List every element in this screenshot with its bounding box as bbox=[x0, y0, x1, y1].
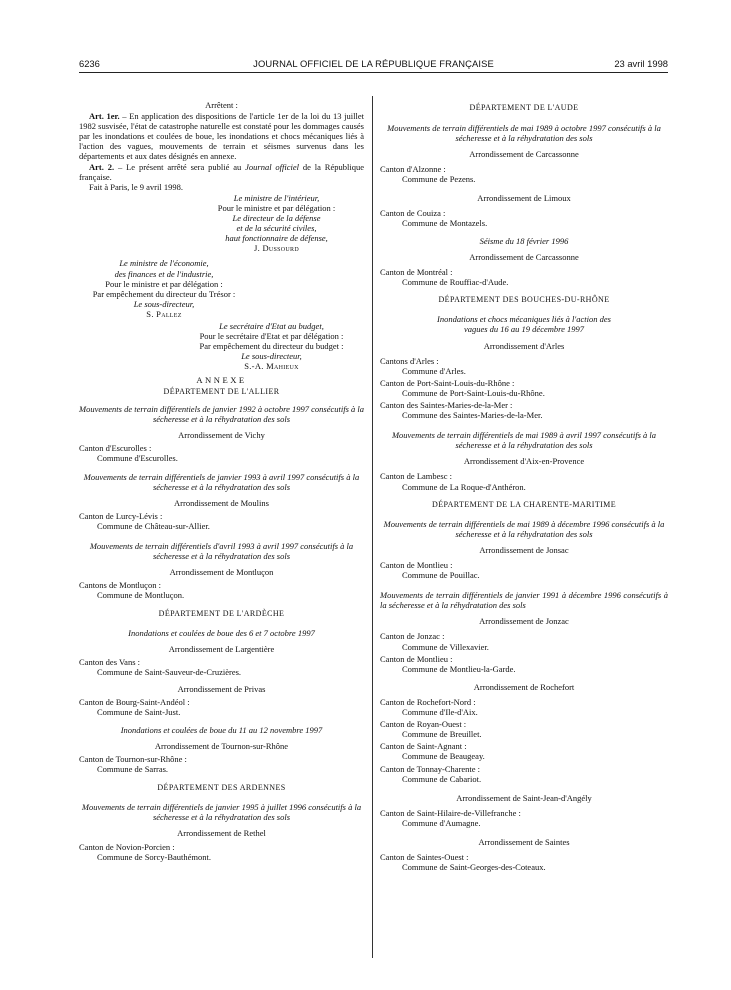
left-column bbox=[79, 100, 364, 862]
signatory-name: S. Pallez bbox=[146, 308, 182, 319]
commune-line: Commune de Rouffiac-d'Aude. bbox=[402, 277, 509, 288]
canton-line: Canton de Lurcy-Lévis : bbox=[79, 511, 163, 522]
arrondissement-heading: Arrondissement d'Aix-en-Provence bbox=[463, 456, 585, 467]
signature-line: Le secrétaire d'Etat au budget, bbox=[219, 320, 324, 331]
article-2-text-b: de la République française. bbox=[79, 161, 364, 182]
event-description: Mouvements de terrain différentiels d'avril 1993 à avril 1997 consécutifs à la sécheresse et à la réhydratation des sols bbox=[89, 540, 354, 561]
journal-title: JOURNAL OFFICIEL DE LA RÉPUBLIQUE FRANÇAISE bbox=[253, 58, 494, 69]
arretent-heading: Arrêtent : bbox=[205, 100, 238, 110]
signature-line: haut fonctionnaire de défense, bbox=[225, 233, 328, 244]
department-heading: DÉPARTEMENT DE L'ARDÈCHE bbox=[158, 609, 285, 619]
article-1-text: – En application des dispositions de l'article 1er de la loi du 13 juillet 1982 susvisée, l'état de catastrophe naturelle est constaté pour les dommages causés par les inondations et coulées de boue, les inondations et chocs mécaniques liés à l'action des vagues, mouvements de terrain et séismes survenus dans les départements et aux dates désignés en annexe. bbox=[79, 111, 364, 162]
arrondissement-heading: Arrondissement de Carcassonne bbox=[469, 149, 579, 160]
signature-line: et de la sécurité civiles, bbox=[236, 223, 317, 234]
commune-line: Commune de Montazels. bbox=[402, 217, 488, 228]
commune-line: Commune de La Roque-d'Anthéron. bbox=[402, 481, 526, 492]
commune-line: Commune de Saint-Georges-des-Coteaux. bbox=[402, 862, 546, 873]
canton-line: Cantons de Montluçon : bbox=[79, 579, 161, 590]
commune-line: Commune de Saint-Sauveur-de-Cruzières. bbox=[97, 667, 242, 678]
canton-line: Canton des Vans : bbox=[79, 657, 140, 668]
canton-line: Canton des Saintes-Maries-de-la-Mer : bbox=[380, 399, 513, 410]
arrondissement-heading: Arrondissement de Jonzac bbox=[479, 616, 569, 627]
arrondissement-heading: Arrondissement de Moulins bbox=[174, 498, 269, 509]
signature-interieur bbox=[79, 193, 364, 254]
department-heading: DÉPARTEMENT DES ARDENNES bbox=[157, 783, 286, 793]
event-description: Mouvements de terrain différentiels de mai 1989 à octobre 1997 consécutifs à la sécheresse et à la réhydratation des sols bbox=[387, 123, 661, 144]
annexe-title: ANNEXE bbox=[196, 375, 247, 386]
department-heading: DÉPARTEMENT DES BOUCHES-DU-RHÔNE bbox=[438, 295, 610, 305]
canton-line: Canton d'Escurolles : bbox=[79, 442, 152, 453]
issue-date: 23 avril 1998 bbox=[614, 58, 668, 69]
department-heading: DÉPARTEMENT DE L'AUDE bbox=[469, 103, 579, 112]
canton-line: Canton de Jonzac : bbox=[380, 631, 445, 642]
signature-line: Le ministre de l'économie, bbox=[119, 258, 209, 269]
commune-line: Commune d'Escurolles. bbox=[97, 453, 178, 463]
right-column bbox=[380, 100, 668, 872]
canton-line: Canton de Saint-Agnant : bbox=[380, 741, 467, 752]
event-description: Mouvements de terrain différentiels de mai 1989 à décembre 1996 consécutifs à la sécheresse et à la réhydratation des sols bbox=[383, 518, 665, 539]
commune-line: Commune des Saintes-Maries-de-la-Mer. bbox=[402, 410, 543, 421]
arrondissement-heading: Arrondissement de Largentière bbox=[168, 644, 275, 655]
canton-line: Canton de Royan-Ouest : bbox=[380, 719, 467, 730]
signature-line: Pour le ministre et par délégation : bbox=[105, 278, 223, 289]
commune-line: Commune de Port-Saint-Louis-du-Rhône. bbox=[402, 387, 545, 398]
commune-line: Commune d'Aumagne. bbox=[402, 817, 481, 828]
event-description: Mouvements de terrain différentiels de janvier 1991 à décembre 1996 consécutifs à la sécheresse et à la réhydratation des sols bbox=[380, 590, 668, 611]
event-description: Inondations et coulées de boue des 6 et 7 octobre 1997 bbox=[128, 628, 315, 639]
signature-budget bbox=[79, 321, 364, 371]
commune-line: Commune de Cabariot. bbox=[402, 773, 482, 784]
canton-line: Cantons d'Arles : bbox=[380, 355, 439, 366]
canton-line: Canton de Lambesc : bbox=[380, 471, 452, 482]
arrondissement-heading: Arrondissement de Saintes bbox=[478, 836, 570, 847]
canton-line: Canton de Montréal : bbox=[380, 267, 453, 278]
arrondissement-heading: Arrondissement de Carcassonne bbox=[469, 251, 579, 262]
signatory-name: S.-A. Mahieux bbox=[244, 361, 299, 372]
commune-line: Commune de Villexavier. bbox=[402, 641, 489, 652]
commune-line: Commune de Montlieu-la-Garde. bbox=[402, 663, 516, 674]
commune-line: Commune de Pouillac. bbox=[402, 570, 480, 581]
canton-line: Canton de Rochefort-Nord : bbox=[380, 696, 476, 707]
commune-line: Commune de Pezens. bbox=[402, 174, 476, 185]
canton-line: Canton de Tonnay-Charente : bbox=[380, 763, 481, 774]
arrondissement-heading: Arrondissement de Rethel bbox=[177, 828, 266, 839]
signature-line: Par empêchement du directeur du Trésor : bbox=[92, 288, 236, 299]
arrondissement-heading: Arrondissement de Tournon-sur-Rhône bbox=[154, 740, 289, 751]
canton-line: Canton de Saint-Hilaire-de-Villefranche : bbox=[380, 807, 521, 818]
commune-line: Commune de Sorcy-Bauthémont. bbox=[97, 851, 212, 862]
signature-line: Pour le ministre et par délégation : bbox=[217, 202, 336, 213]
commune-line: Commune d'Arles. bbox=[402, 365, 466, 376]
canton-line: Canton de Montlieu : bbox=[380, 560, 453, 570]
article-1 bbox=[79, 111, 364, 161]
header-rule bbox=[79, 72, 668, 73]
canton-line: Canton d'Alzonne : bbox=[380, 164, 446, 175]
arrondissement-heading: Arrondissement de Privas bbox=[177, 683, 266, 694]
event-description: Inondations et coulées de boue du 11 au 12 novembre 1997 bbox=[120, 724, 323, 735]
article-2-journal: Journal officiel bbox=[245, 161, 300, 172]
commune-line: Commune de Breuillet. bbox=[402, 729, 482, 740]
commune-line: Commune d'Ile-d'Aix. bbox=[402, 707, 478, 718]
arrondissement-heading: Arrondissement de Rochefort bbox=[473, 681, 575, 692]
canton-line: Canton de Couiza : bbox=[380, 207, 446, 218]
article-2 bbox=[79, 162, 364, 182]
column-divider bbox=[372, 96, 373, 958]
arrondissement-heading: Arrondissement de Vichy bbox=[178, 429, 265, 440]
arrondissement-heading: Arrondissement de Jonsac bbox=[479, 544, 569, 555]
signature-line: Le sous-directeur, bbox=[241, 351, 302, 362]
signature-line: Le ministre de l'intérieur, bbox=[233, 192, 320, 203]
department-heading: DÉPARTEMENT DE LA CHARENTE-MARITIME bbox=[432, 499, 616, 509]
arrondissement-heading: Arrondissement de Limoux bbox=[477, 192, 571, 203]
article-2-label: Art. 2. bbox=[89, 161, 115, 172]
arrondissement-heading: Arrondissement d'Arles bbox=[483, 340, 565, 351]
signature-line: des finances et de l'industrie, bbox=[114, 268, 214, 279]
signature-economie bbox=[79, 258, 249, 319]
article-2-text-a: – Le présent arrêté sera publié au bbox=[114, 161, 246, 172]
event-description: Mouvements de terrain différentiels de janvier 1993 à avril 1997 consécutifs à la sécheresse et à la réhydratation des sols bbox=[83, 472, 360, 493]
event-description: Mouvements de terrain différentiels de janvier 1995 à juillet 1996 consécutifs à la sécheresse et à la réhydratation des sols bbox=[81, 802, 362, 823]
article-1-label: Art. 1er. bbox=[89, 111, 120, 122]
signatory-name: J. Dussourd bbox=[253, 243, 299, 254]
signature-line: Pour le secrétaire d'Etat et par délégation : bbox=[199, 331, 344, 342]
arrondissement-heading: Arrondissement de Montluçon bbox=[169, 566, 274, 577]
commune-line: Commune de Beaugeay. bbox=[402, 751, 485, 762]
commune-line: Commune de Montluçon. bbox=[97, 589, 185, 600]
signature-line: Par empêchement du directeur du budget : bbox=[199, 341, 344, 352]
fait-a-paris: Fait à Paris, le 9 avril 1998. bbox=[89, 181, 183, 192]
page-number: 6236 bbox=[79, 58, 100, 69]
event-description: Mouvements de terrain différentiels de janvier 1992 à octobre 1997 consécutifs à la sécheresse et à la réhydratation des sols bbox=[79, 403, 365, 424]
event-description: Séisme du 18 février 1996 bbox=[479, 235, 569, 246]
arrondissement-heading: Arrondissement de Saint-Jean-d'Angély bbox=[456, 792, 592, 803]
commune-line: Commune de Château-sur-Allier. bbox=[97, 521, 210, 532]
canton-line: Canton de Bourg-Saint-Andéol : bbox=[79, 696, 190, 707]
page-header bbox=[79, 58, 668, 72]
canton-line: Canton de Novion-Porcien : bbox=[79, 841, 175, 852]
event-description: Mouvements de terrain différentiels de mai 1989 à avril 1997 consécutifs à la sécheresse et à la réhydratation des sols bbox=[391, 430, 657, 451]
canton-line: Canton de Tournon-sur-Rhône : bbox=[79, 753, 187, 764]
event-description: Inondations et chocs mécaniques liés à l'action des vagues du 16 au 19 décembre 1997 bbox=[437, 314, 611, 335]
commune-line: Commune de Sarras. bbox=[97, 764, 169, 775]
canton-line: Canton de Saintes-Ouest : bbox=[380, 852, 469, 863]
canton-line: Canton de Montlieu : bbox=[380, 653, 453, 664]
department-heading: DÉPARTEMENT DE L'ALLIER bbox=[163, 386, 280, 396]
signature-line: Le sous-directeur, bbox=[133, 298, 195, 309]
commune-line: Commune de Saint-Just. bbox=[97, 706, 181, 717]
signature-line: Le directeur de la défense bbox=[232, 213, 321, 224]
canton-line: Canton de Port-Saint-Louis-du-Rhône : bbox=[380, 377, 515, 388]
